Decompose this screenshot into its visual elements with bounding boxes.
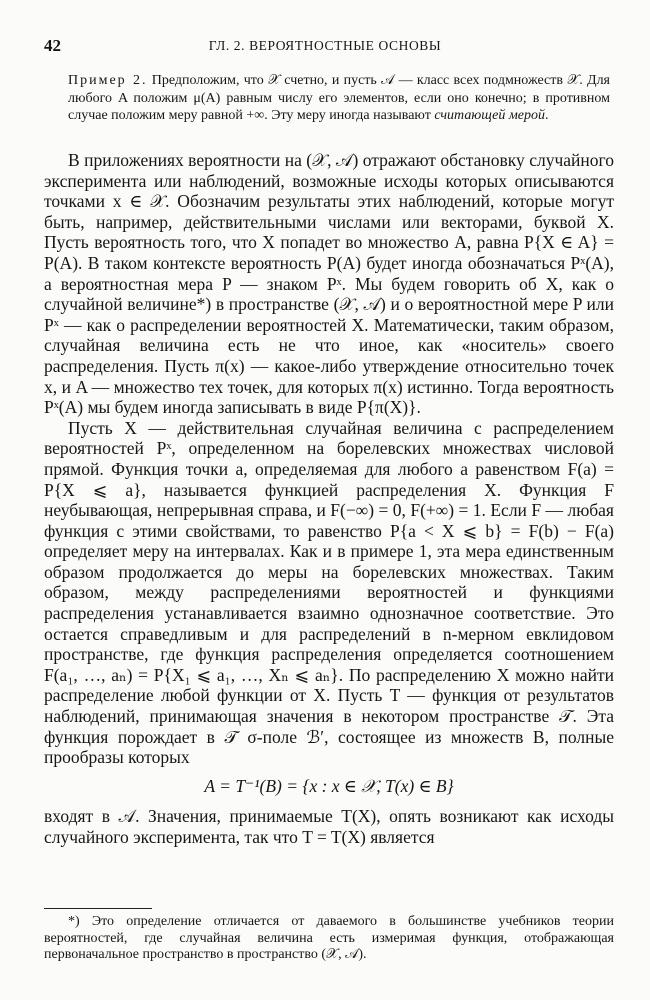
paragraph-3: входят в 𝒜. Значения, принимаемые T(X), опять возникают как исходы случайного эксперимента, так что T = T(X) является — [44, 806, 614, 847]
paragraph-1: В приложениях вероятности на (𝒳, 𝒜) отражают обстановку случайного эксперимента или наблюдений, возможные исходы которых описываются точками x ∈ 𝒳. Обозначим результаты этих наблюдений, которые могут быть, например, действительными числами или векторами, буквой X. Пусть вероятность того, что X попадет во множество A, равна P{X ∈ A} = P(A). В таком контексте вероятность P(A) будет иногда обозначаться Pˣ(A), а вероятностная мера P — знаком Pˣ. Мы будем говорить об X, как о случайной величине*) в пространстве (𝒳, 𝒜) и о вероятностной мере P или Pˣ — как о распределении вероятностей X. Математически, таким образом, случайная величина есть не что иное, как «носитель» своего распределения. Пусть π(x) — какое-либо утверждение относительно точек x, и A — множество тех точек, для которых π(x) истинно. Тогда вероятность Pˣ(A) мы будем иногда записывать в виде P{π(X)}. — [44, 150, 614, 418]
example-text: Предположим, что 𝒳 счетно, и пусть 𝒜 — класс всех подмножеств 𝒳. Для любого A положим μ(A) равным числу его элементов, если оно конечно; в противном случае положим меру равной +∞. Эту меру иногда называют — [68, 73, 610, 123]
running-title: ГЛ. 2. ВЕРОЯТНОСТНЫЕ ОСНОВЫ — [208, 38, 442, 53]
example-lead: Пример 2. — [68, 73, 148, 88]
page-number: 42 — [44, 36, 61, 55]
footnote: *) Это определение отличается от даваемого в большинстве учебников теории вероятностей, где случайная величина есть измеримая функция, отображающая первоначальное пространство в пространство (𝒳, 𝒜). — [44, 914, 614, 962]
paragraph-2: Пусть X — действительная случайная величина с распределением вероятностей Pˣ, определенном на борелевских множествах числовой прямой. Функция точки a, определяемая для любого a равенством F(a) = P{X ⩽ a}, называется функцией распределения X. Функция F неубывающая, непрерывная справа, и F(−∞) = 0, F(+∞) = 1. Если F — любая функция с этими свойствами, то равенство P{a < X ⩽ b} = F(b) − F(a) определяет меру на интервалах. Как и в примере 1, эта мера единственным образом продолжается до меры на борелевских множествах. Таким образом, между распределениями вероятностей и функциями распределения устанавливается взаимно однозначное соответствие. Это остается справедливым и для распределений в n-мерном евклидовом пространстве, где функция распределения определяется соотношением F(a₁, …, aₙ) = P{X₁ ⩽ a₁, …, Xₙ ⩽ aₙ}. По распределению X можно найти распределение любой функции от X. Пусть T — функция от результатов наблюдений, принимающая значения в некотором пространстве 𝒯. Эта функция порождает в 𝒯 σ-поле ℬ′, состоящее из множеств B, полные прообразы которых — [44, 417, 614, 768]
example-block — [68, 72, 610, 125]
example-term: считающей мерой — [434, 108, 545, 123]
example-end: . — [544, 108, 549, 123]
main-text — [44, 150, 614, 848]
display-formula: A = T⁻¹(B) = {x : x ∈ 𝒳, T(x) ∈ B} — [204, 775, 454, 796]
footnote-rule — [44, 908, 152, 909]
